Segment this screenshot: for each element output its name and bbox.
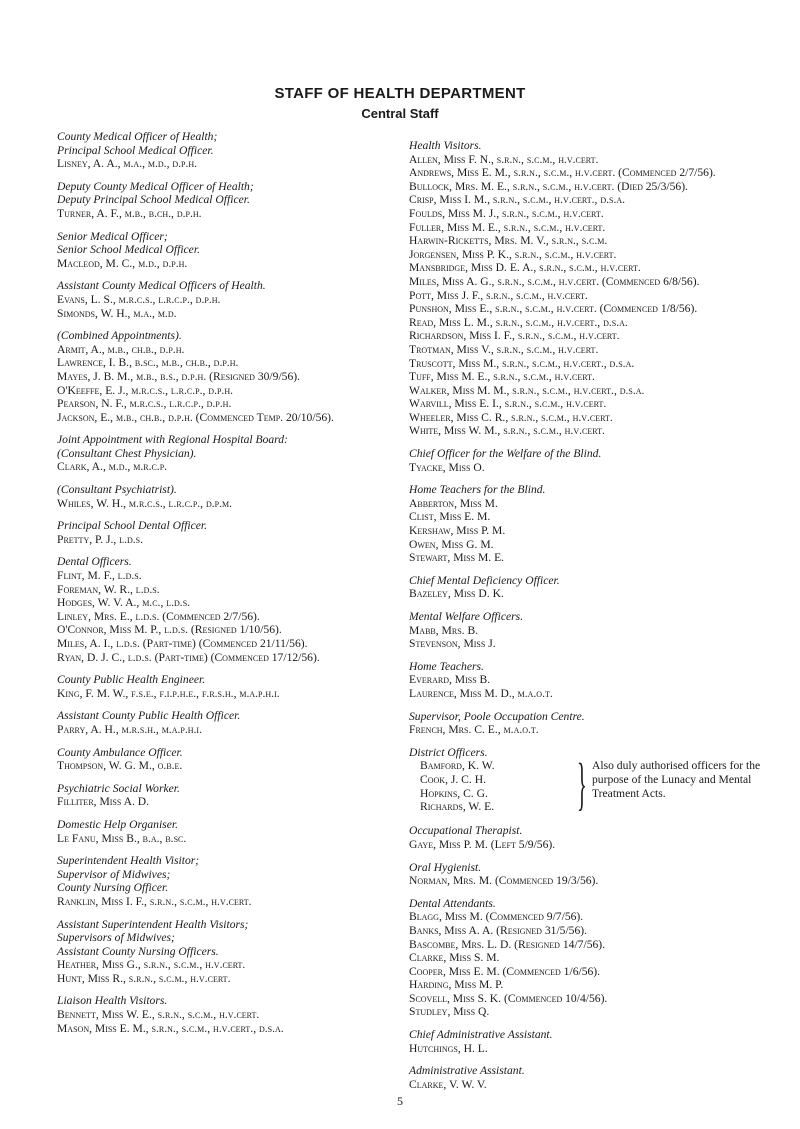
staff-section — [57, 709, 395, 736]
staff-entry: Pott, Miss J. F., s.r.n., s.c.m., h.v.cert. — [409, 288, 588, 302]
staff-entry: White, Miss W. M., s.r.n., s.c.m., h.v.cert. — [409, 424, 605, 438]
staff-entry: Simonds, W. H., m.a., m.d. — [57, 306, 177, 320]
staff-entry: Gaye, Miss P. M. (Left 5/9/56). — [409, 837, 556, 851]
staff-entry: O'Connor, Miss M. P., l.d.s. (Resigned 1/10/56). — [57, 623, 282, 637]
section-heading: Health Visitors. — [409, 139, 482, 152]
staff-section — [409, 824, 769, 851]
staff-entry: Jorgensen, Miss P. K., s.r.n., s.c.m., h.v.cert. — [409, 247, 617, 261]
staff-entry: Tyacke, Miss O. — [409, 460, 485, 474]
staff-entry: Blagg, Miss M. (Commenced 9/7/56). — [409, 910, 584, 924]
staff-entry: French, Mrs. C. E., m.a.o.t. — [409, 723, 539, 737]
staff-entry: Crisp, Miss I. M., s.r.n., s.c.m., h.v.cert., d.s.a. — [409, 193, 626, 207]
section-heading: Principal School Medical Officer. — [57, 143, 214, 157]
section-heading: County Nursing Officer. — [57, 881, 169, 895]
district-officers-note: Also duly authorised officers for the purpose of the Lunacy and Mental Treatment Acts. — [592, 759, 761, 800]
staff-entry: Richards, W. E. — [420, 800, 495, 814]
section-heading: County Ambulance Officer. — [57, 745, 183, 759]
staff-entry: Clark, A., m.d., m.r.c.p. — [57, 460, 168, 474]
section-heading: Dental Officers. — [57, 555, 132, 569]
staff-entry: Mabb, Mrs. B. — [409, 623, 479, 637]
staff-entry: Heather, Miss G., s.r.n., s.c.m., h.v.cert. — [57, 958, 246, 972]
staff-section — [409, 660, 769, 701]
staff-entry: Linley, Mrs. E., l.d.s. (Commenced 2/7/56). — [57, 609, 260, 623]
staff-entry: Richardson, Miss I. F., s.r.n., s.c.m., h.v.cert. — [409, 329, 620, 343]
section-heading: Superintendent Health Visitor; — [57, 854, 200, 868]
section-heading: Psychiatric Social Worker. — [57, 781, 180, 795]
staff-entry: Flint, M. F., l.d.s. — [57, 569, 142, 583]
staff-entry: Allen, Miss F. N., s.r.n., s.c.m., h.v.cert. — [409, 152, 599, 166]
staff-entry: Miles, A. I., l.d.s. (Part-time) (Commenced 21/11/56). — [57, 637, 308, 650]
staff-section — [409, 139, 769, 438]
staff-entry: Bennett, Miss W. E., s.r.n., s.c.m., h.v.cert. — [57, 1008, 260, 1022]
left-column — [57, 130, 395, 1044]
section-heading: Assistant County Nursing Officers. — [57, 944, 219, 958]
staff-entry: Clarke, Miss S. M. — [409, 951, 500, 965]
staff-section — [57, 279, 395, 320]
staff-entry: Thompson, W. G. M., o.b.e. — [57, 759, 183, 773]
section-heading: Supervisors of Midwives; — [57, 931, 175, 945]
section-heading: (Consultant Chest Physician). — [57, 446, 197, 460]
section-heading: District Officers. — [409, 745, 488, 759]
staff-entry: Ranklin, Miss I. F., s.r.n., s.c.m., h.v.cert. — [57, 894, 252, 908]
staff-entry: Macleod, M. C., m.d., d.p.h. — [57, 256, 188, 270]
section-heading: Deputy Principal School Medical Officer. — [57, 193, 250, 207]
staff-entry: Walker, Miss M. M., s.r.n., s.c.m., h.v.cert., d.s.a. — [409, 383, 645, 397]
section-heading: Assistant County Public Health Officer. — [57, 709, 241, 723]
staff-entry: Norman, Mrs. M. (Commenced 19/3/56). — [409, 874, 599, 888]
staff-entry: Hutchings, H. L. — [409, 1041, 488, 1055]
section-heading: Senior School Medical Officer. — [57, 243, 200, 257]
staff-entry: Owen, Miss G. M. — [409, 537, 494, 551]
staff-entry: Harwin-Ricketts, Mrs. M. V., s.r.n., s.c.m. — [409, 234, 608, 248]
staff-entry: Lisney, A. A., m.a., m.d., d.p.h. — [57, 157, 198, 171]
brace-icon: } — [577, 751, 587, 817]
right-column — [409, 139, 769, 1100]
section-heading: Supervisor of Midwives; — [57, 867, 171, 881]
section-heading: Mental Welfare Officers. — [409, 610, 524, 623]
staff-entry: Foreman, W. R., l.d.s. — [57, 582, 160, 596]
district-officers-section — [409, 746, 769, 816]
staff-entry: Armit, A., m.b., ch.b., d.p.h. — [57, 342, 185, 356]
staff-section — [57, 854, 395, 908]
staff-section — [409, 861, 769, 888]
staff-entry: Pearson, N. F., m.r.c.s., l.r.c.p., d.p.h. — [57, 397, 232, 411]
staff-section — [409, 610, 769, 651]
staff-section — [57, 130, 395, 171]
staff-entry: Fuller, Miss M. E., s.r.n., s.c.m., h.v.cert. — [409, 220, 606, 234]
staff-entry: Kershaw, Miss P. M. — [409, 524, 506, 538]
staff-section — [57, 433, 395, 474]
staff-section — [57, 994, 395, 1035]
staff-entry: Filliter, Miss A. D. — [57, 795, 150, 809]
section-heading: Assistant County Medical Officers of Health. — [57, 279, 266, 293]
staff-entry: Foulds, Miss M. J., s.r.n., s.c.m., h.v.cert. — [409, 206, 604, 220]
right-sections-top — [409, 139, 769, 737]
section-heading: Dental Attendants. — [409, 896, 496, 910]
staff-entry: Lawrence, I. B., b.sc., m.b., ch.b., d.p.h. — [57, 356, 239, 370]
staff-entry: Truscott, Miss M., s.r.n., s.c.m., h.v.cert., d.s.a. — [409, 356, 635, 370]
staff-section — [409, 1028, 769, 1055]
staff-entry: Evans, L. S., m.r.c.s., l.r.c.p., d.p.h. — [57, 292, 221, 306]
section-heading: Occupational Therapist. — [409, 824, 523, 838]
page-title: STAFF OF HEALTH DEPARTMENT — [274, 85, 526, 102]
section-heading: Deputy County Medical Officer of Health; — [57, 179, 254, 193]
staff-entry: Hodges, W. V. A., m.c., l.d.s. — [57, 596, 191, 610]
staff-entry: Jackson, E., m.b., ch.b., d.p.h. (Commenced Temp. 20/10/56). — [57, 410, 334, 424]
staff-entry: Banks, Miss A. A. (Resigned 31/5/56). — [409, 923, 588, 937]
section-heading: Supervisor, Poole Occupation Centre. — [409, 709, 585, 723]
staff-entry: Cooper, Miss E. M. (Commenced 1/6/56). — [409, 964, 601, 978]
staff-entry: Bamford, K. W. — [420, 759, 495, 773]
staff-entry: Hopkins, C. G. — [420, 786, 488, 800]
staff-section — [57, 329, 395, 424]
staff-entry: Tuff, Miss M. E., s.r.n., s.c.m., h.v.cert. — [409, 370, 595, 384]
staff-section — [57, 519, 395, 546]
staff-section — [57, 746, 395, 773]
staff-entry: Mansbridge, Miss D. E. A., s.r.n., s.c.m., h.v.cert. — [409, 261, 641, 275]
staff-section — [57, 180, 395, 221]
staff-entry: Bazeley, Miss D. K. — [409, 587, 504, 601]
section-heading: Home Teachers for the Blind. — [409, 483, 546, 497]
staff-entry: Le Fanu, Miss B., b.a., b.sc. — [57, 831, 187, 845]
right-sections-bottom — [409, 824, 769, 1091]
staff-entry: Laurence, Miss M. D., m.a.o.t. — [409, 686, 553, 700]
staff-entry: Hunt, Miss R., s.r.n., s.c.m., h.v.cert. — [57, 971, 231, 985]
section-heading: Chief Mental Deficiency Officer. — [409, 573, 560, 587]
staff-entry: Mayes, J. B. M., m.b., b.s., d.p.h. (Resigned 30/9/56). — [57, 369, 301, 383]
staff-section — [57, 483, 395, 510]
staff-section — [57, 818, 395, 845]
staff-entry: O'Keeffe, E. J., m.r.c.s., l.r.c.p., d.p.h. — [57, 383, 233, 397]
section-heading: Chief Administrative Assistant. — [409, 1028, 553, 1042]
section-heading: (Combined Appointments). — [57, 329, 182, 343]
staff-section — [57, 918, 395, 986]
section-heading: Domestic Help Organiser. — [57, 817, 178, 831]
district-officer-names — [420, 759, 570, 813]
section-heading: Assistant Superintendent Health Visitors; — [57, 917, 249, 931]
page-subtitle: Central Staff — [361, 106, 439, 121]
staff-entry: Pretty, P. J., l.d.s. — [57, 532, 143, 546]
section-heading: Joint Appointment with Regional Hospital Board: — [57, 433, 288, 447]
section-heading: Senior Medical Officer; — [57, 229, 168, 243]
section-heading: County Medical Officer of Health; — [57, 130, 218, 143]
staff-section — [409, 447, 769, 474]
staff-entry: Scovell, Miss S. K. (Commenced 10/4/56). — [409, 991, 608, 1005]
section-heading: Home Teachers. — [409, 659, 484, 673]
staff-entry: Whiles, W. H., m.r.c.s., l.r.c.p., d.p.m. — [57, 496, 232, 510]
page-number: 5 — [397, 1094, 403, 1108]
staff-entry: Stevenson, Miss J. — [409, 637, 496, 651]
staff-section — [409, 710, 769, 737]
section-heading: Chief Officer for the Welfare of the Blind. — [409, 447, 602, 461]
staff-entry: Clist, Miss E. M. — [409, 510, 491, 524]
staff-entry: Mason, Miss E. M., s.r.n., s.c.m., h.v.cert., d.s.a. — [57, 1021, 284, 1035]
staff-entry: Andrews, Miss E. M., s.r.n., s.c.m., h.v.cert. (Commenced 2/7/56). — [409, 166, 716, 180]
staff-section — [409, 483, 769, 565]
staff-entry: Abberton, Miss M. — [409, 496, 498, 510]
staff-entry: Stewart, Miss M. E. — [409, 551, 505, 565]
staff-entry: Bascombe, Mrs. L. D. (Resigned 14/7/56). — [409, 937, 606, 951]
staff-entry: Wheeler, Miss C. R., s.r.n., s.c.m., h.v.cert. — [409, 410, 613, 424]
staff-entry: Studley, Miss Q. — [409, 1005, 490, 1019]
staff-section — [409, 897, 769, 1019]
staff-entry: King, F. M. W., f.s.e., f.i.p.h.e., f.r.s.h., m.a.p.h.i. — [57, 686, 280, 700]
staff-entry: Turner, A. F., m.b., b.ch., d.p.h. — [57, 206, 202, 220]
staff-entry: Warvill, Miss E. I., s.r.n., s.c.m., h.v.cert. — [409, 397, 607, 411]
staff-entry: Harding, Miss M. P. — [409, 978, 504, 992]
section-heading: County Public Health Engineer. — [57, 673, 206, 687]
staff-section — [409, 1064, 769, 1091]
staff-entry: Bullock, Mrs. M. E., s.r.n., s.c.m., h.v.cert. (Died 25/3/56). — [409, 179, 688, 193]
staff-entry: Read, Miss L. M., s.r.n., s.c.m., h.v.cert., d.s.a. — [409, 315, 628, 329]
staff-section — [409, 574, 769, 601]
staff-entry: Trotman, Miss V., s.r.n., s.c.m., h.v.cert. — [409, 342, 599, 356]
staff-entry: Punshon, Miss E., s.r.n., s.c.m., h.v.cert. (Commenced 1/8/56). — [409, 302, 698, 316]
staff-entry: Miles, Miss A. G., s.r.n., s.c.m., h.v.cert. (Commenced 6/8/56). — [409, 274, 700, 288]
section-heading: Administrative Assistant. — [409, 1064, 525, 1078]
staff-entry: Clarke, V. W. V. — [409, 1077, 487, 1091]
staff-section — [57, 673, 395, 700]
staff-section — [57, 555, 395, 664]
staff-section — [57, 230, 395, 271]
section-heading: Liaison Health Visitors. — [57, 994, 168, 1008]
staff-entry: Ryan, D. J. C., l.d.s. (Part-time) (Commenced 17/12/56). — [57, 650, 320, 664]
section-heading: Principal School Dental Officer. — [57, 519, 208, 533]
section-heading: (Consultant Psychiatrist). — [57, 483, 177, 497]
staff-section — [57, 782, 395, 809]
staff-entry: Cook, J. C. H. — [420, 772, 486, 786]
staff-entry: Everard, Miss B. — [409, 673, 491, 687]
section-heading: Oral Hygienist. — [409, 860, 482, 874]
staff-entry: Parry, A. H., m.r.s.h., m.a.p.h.i. — [57, 722, 202, 736]
